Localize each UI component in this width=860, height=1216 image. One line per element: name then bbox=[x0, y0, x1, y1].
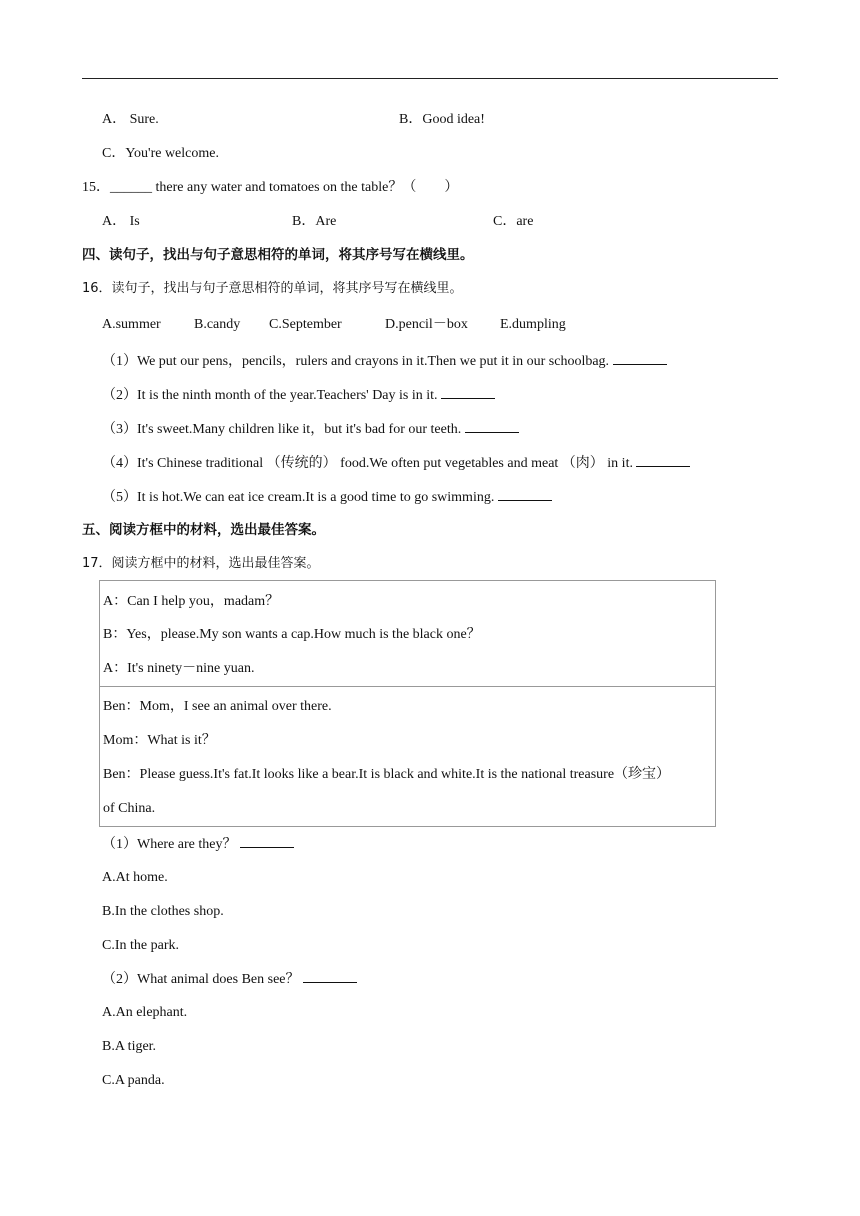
dialogue1-line-2: B：Yes，please.My son wants a cap.How much is the black one？ bbox=[103, 627, 481, 642]
section4-heading: 四、读句子，找出与句子意思相符的单词，将其序号写在横线里。 bbox=[82, 247, 474, 263]
q15-option-b: B．Are bbox=[292, 214, 337, 229]
q17-sub1-option-c: C.In the park. bbox=[102, 938, 179, 953]
q16-item-3: （3）It's sweet.Many children like it，but it's bad for our teeth. bbox=[102, 420, 519, 439]
answer-blank[interactable] bbox=[498, 488, 552, 501]
option-a: A． Sure. bbox=[102, 112, 159, 127]
q17-stem: 17．阅读方框中的材料，选出最佳答案。 bbox=[82, 556, 320, 571]
header-rule bbox=[82, 78, 778, 79]
q16-item-1: （1）We put our pens，pencils，rulers and crayons in it.Then we put it in our schoolbag. bbox=[102, 352, 667, 371]
answer-blank[interactable] bbox=[441, 386, 495, 399]
answer-blank[interactable] bbox=[613, 352, 667, 365]
dialogue2-line-3: Ben：Please guess.It's fat.It looks like a bear.It is black and white.It is the national treasure（珍宝） bbox=[103, 767, 671, 782]
q17-sub2-option-a: A.An elephant. bbox=[102, 1005, 188, 1020]
q16-choice-b: B.candy bbox=[194, 317, 241, 332]
dialogue-box-2 bbox=[99, 686, 716, 827]
answer-blank[interactable] bbox=[240, 835, 294, 848]
q17-sub1-option-b: B.In the clothes shop. bbox=[102, 904, 224, 919]
q16-choice-d: D.pencil－box bbox=[385, 317, 468, 332]
dialogue2-line-1: Ben：Mom，I see an animal over there. bbox=[103, 699, 332, 714]
q16-item-2: （2）It is the ninth month of the year.Teachers' Day is in it. bbox=[102, 386, 495, 405]
answer-blank[interactable] bbox=[303, 970, 357, 983]
dialogue2-line-2: Mom：What is it？ bbox=[103, 733, 216, 748]
dialogue1-line-3: A：It's ninety－nine yuan. bbox=[103, 661, 255, 676]
q17-sub1-question: （1）Where are they？ bbox=[102, 835, 294, 854]
q17-sub1-option-a: A.At home. bbox=[102, 870, 168, 885]
answer-blank[interactable] bbox=[465, 420, 519, 433]
q16-choice-c: C.September bbox=[269, 317, 342, 332]
dialogue2-line-4: of China. bbox=[103, 801, 156, 816]
q15-stem: 15．______ there any water and tomatoes on the table？（ ） bbox=[82, 180, 459, 195]
option-c: C．You're welcome. bbox=[102, 146, 219, 161]
q16-choice-a: A.summer bbox=[102, 317, 161, 332]
q16-stem: 16．读句子，找出与句子意思相符的单词，将其序号写在横线里。 bbox=[82, 281, 463, 296]
q16-choice-e: E.dumpling bbox=[500, 317, 566, 332]
section5-heading: 五、阅读方框中的材料，选出最佳答案。 bbox=[82, 522, 325, 538]
dialogue-box-1 bbox=[99, 580, 716, 687]
answer-blank[interactable] bbox=[636, 454, 690, 467]
q17-sub2-question: （2）What animal does Ben see？ bbox=[102, 970, 357, 989]
q15-option-c: C．are bbox=[493, 214, 534, 229]
option-b: B．Good idea! bbox=[399, 112, 485, 127]
q17-sub2-option-b: B.A tiger. bbox=[102, 1039, 157, 1054]
q17-sub2-option-c: C.A panda. bbox=[102, 1073, 165, 1088]
q16-item-4: （4）It's Chinese traditional （传统的） food.We often put vegetables and meat （肉） in it. bbox=[102, 454, 690, 473]
q15-option-a: A． Is bbox=[102, 214, 140, 229]
q16-item-5: （5）It is hot.We can eat ice cream.It is a good time to go swimming. bbox=[102, 488, 552, 507]
dialogue1-line-1: A：Can I help you，madam？ bbox=[103, 594, 280, 609]
